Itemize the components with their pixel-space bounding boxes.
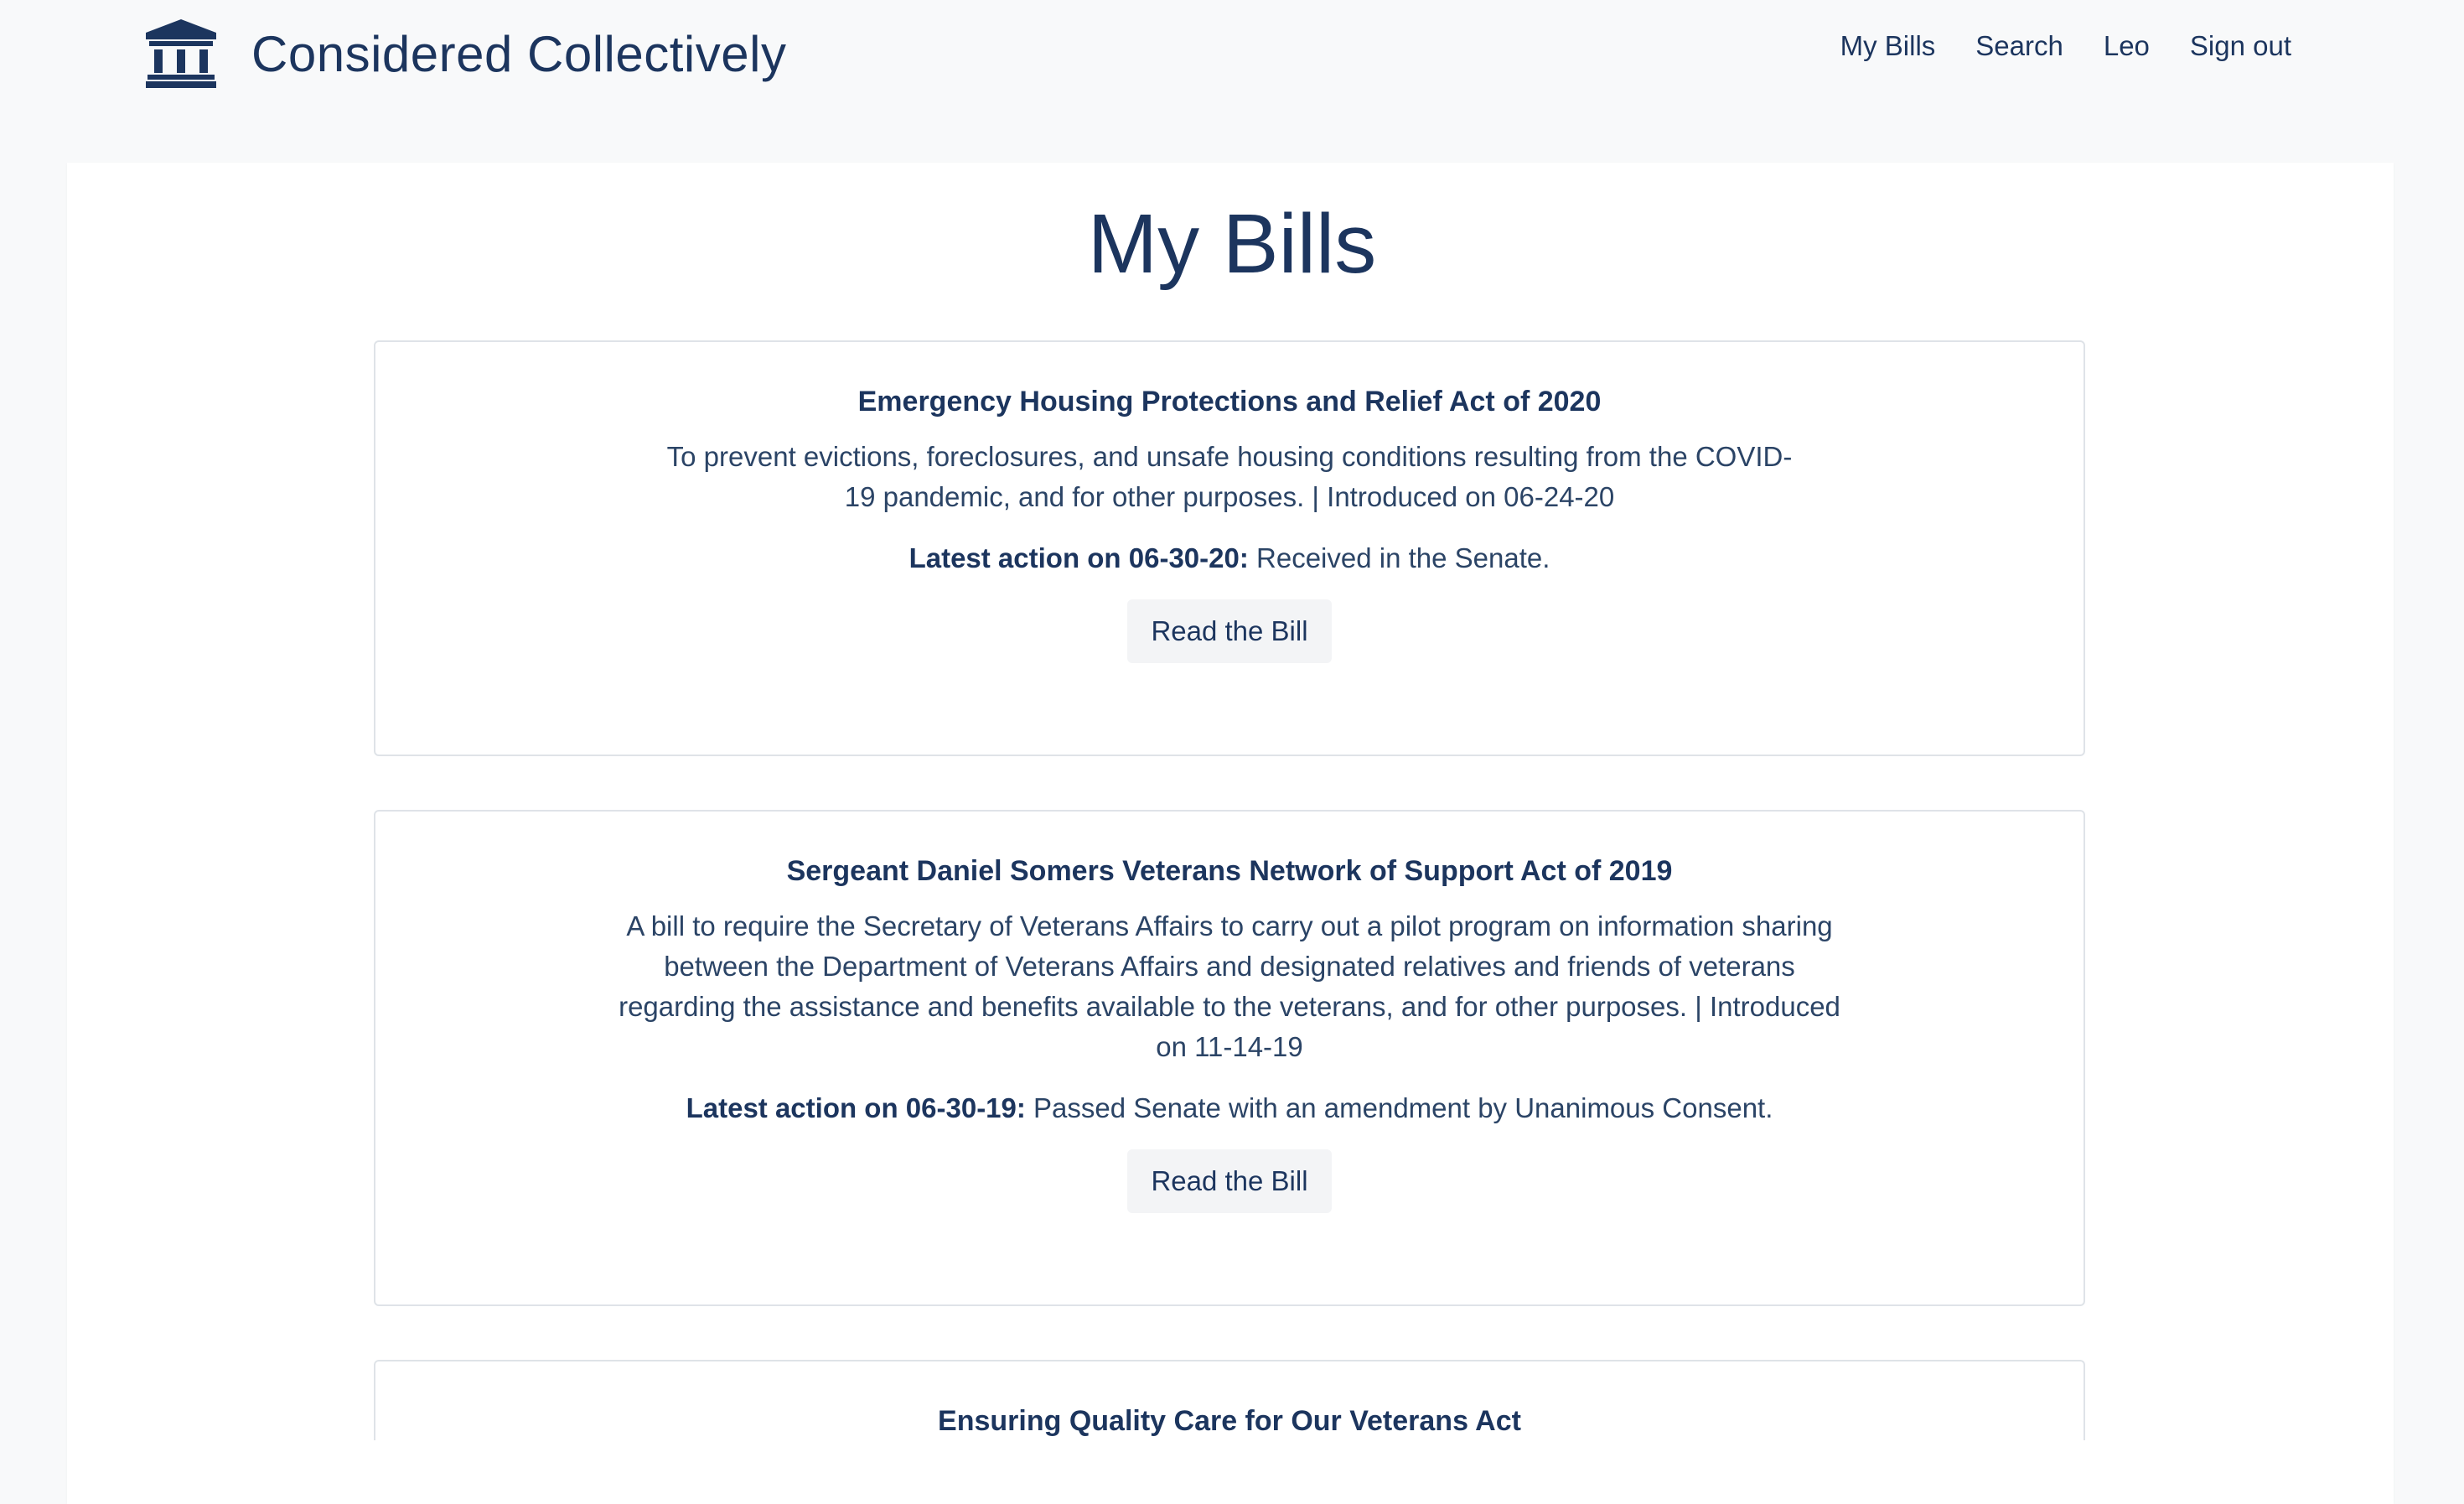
- bill-latest-action: [375, 542, 2084, 574]
- bank-building-icon: [146, 19, 216, 88]
- latest-action-text: Passed Senate with an amendment by Unanimous Consent.: [1025, 1092, 1773, 1123]
- nav-user-profile[interactable]: Leo: [2103, 30, 2150, 61]
- bill-title: Ensuring Quality Care for Our Veterans Act: [938, 1405, 1521, 1437]
- top-navbar: [0, 0, 2464, 109]
- nav-my-bills[interactable]: My Bills: [1840, 30, 1936, 61]
- brand-title: Considered Collectively: [251, 25, 787, 82]
- latest-action-text: Received in the Senate.: [1248, 542, 1550, 573]
- bill-description: A bill to require the Secretary of Veterans Affairs to carry out a pilot program on information sharing between the Department of Veterans Affairs and designated relatives and friends of veterans regarding the assistance and benefits available to the veterans, and for other purposes. | Introduced on 11-14-19: [619, 910, 1840, 1062]
- page-title: My Bills: [1087, 197, 1377, 291]
- bill-description: To prevent evictions, foreclosures, and unsafe housing conditions resulting from the COVID-19 pandemic, and for other purposes. | Introduced on 06-24-20: [666, 441, 1793, 512]
- latest-action-label: Latest action on 06-30-19:: [686, 1092, 1026, 1123]
- latest-action-label: Latest action on 06-30-20:: [908, 542, 1249, 573]
- bill-title: Sergeant Daniel Somers Veterans Network of Support Act of 2019: [786, 855, 1673, 887]
- main-nav: [1840, 30, 2291, 62]
- bill-card: [374, 340, 2085, 756]
- brand-home-link[interactable]: [146, 10, 786, 97]
- bill-card: [374, 810, 2085, 1306]
- read-the-bill-button[interactable]: Read the Bill: [1127, 599, 1331, 663]
- nav-sign-out[interactable]: Sign out: [2189, 30, 2291, 61]
- bill-card: [374, 1360, 2085, 1440]
- read-the-bill-button[interactable]: Read the Bill: [1127, 1149, 1331, 1213]
- bill-title: Emergency Housing Protections and Relief Act of 2020: [857, 386, 1602, 417]
- nav-search[interactable]: Search: [1975, 30, 2063, 61]
- bill-latest-action: [375, 1092, 2084, 1124]
